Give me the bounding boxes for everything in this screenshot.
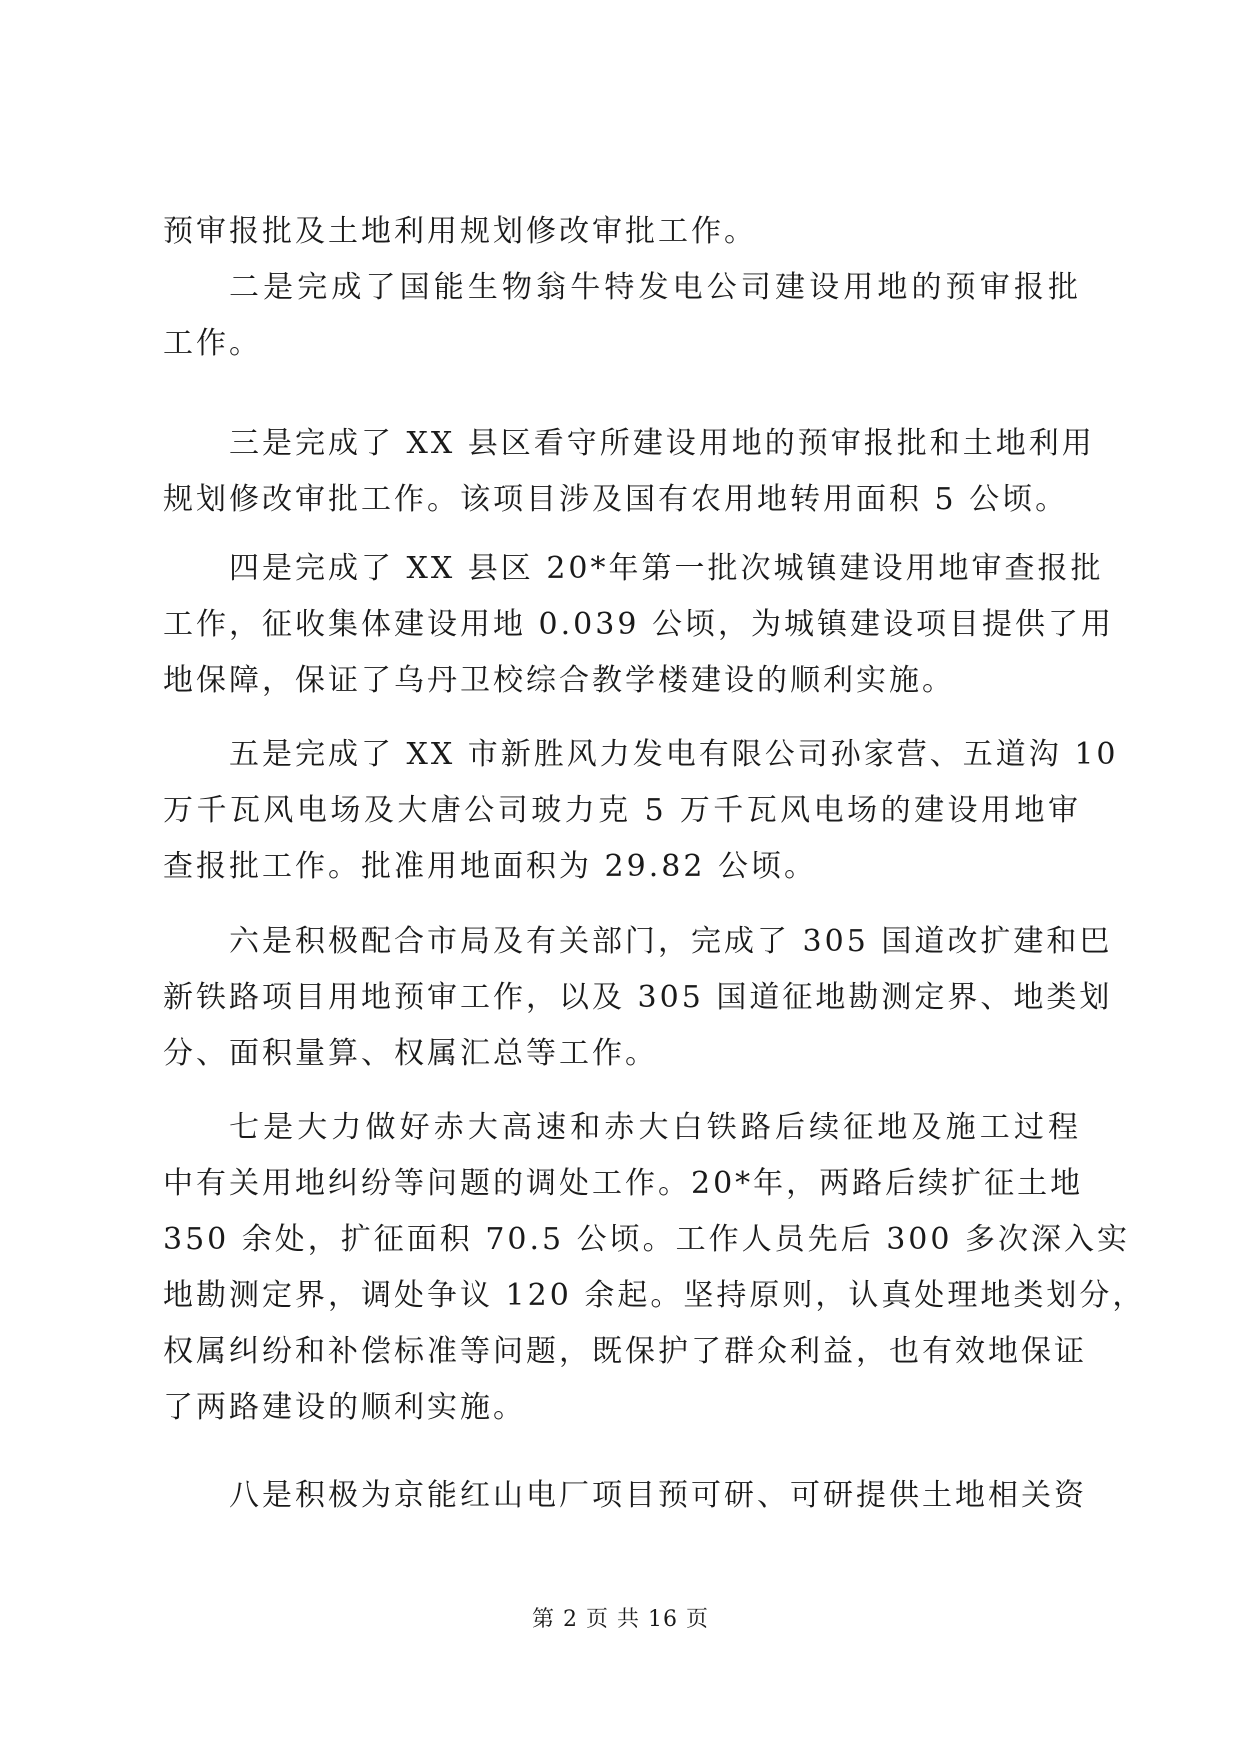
text-line: 地勘测定界，调处争议 120 余起。坚持原则，认真处理地类划分，	[163, 1278, 1146, 1313]
text-line: 350 余处，扩征面积 70.5 公顷。工作人员先后 300 多次深入实	[163, 1222, 1130, 1257]
text-line: 二是完成了国能生物翁牛特发电公司建设用地的预审报批	[229, 270, 1081, 305]
text-line: 规划修改审批工作。该项目涉及国有农用地转用面积 5 公顷。	[163, 482, 1069, 517]
text-line: 新铁路项目用地预审工作，以及 305 国道征地勘测定界、地类划	[163, 980, 1113, 1015]
text-line: 了两路建设的顺利实施。	[163, 1390, 526, 1425]
text-line: 四是完成了 XX 县区 20*年第一批次城镇建设用地审查报批	[229, 551, 1104, 586]
text-line: 分、面积量算、权属汇总等工作。	[163, 1036, 658, 1071]
text-line: 预审报批及土地利用规划修改审批工作。	[163, 214, 757, 249]
text-line: 三是完成了 XX 县区看守所建设用地的预审报批和土地利用	[229, 426, 1095, 461]
text-line: 六是积极配合市局及有关部门，完成了 305 国道改扩建和巴	[229, 924, 1113, 959]
page-number-footer: 第 2 页 共 16 页	[532, 1607, 709, 1632]
text-line: 万千瓦风电场及大唐公司玻力克 5 万千瓦风电场的建设用地审	[163, 793, 1081, 828]
text-line: 五是完成了 XX 市新胜风力发电有限公司孙家营、五道沟 10	[229, 737, 1119, 772]
text-line: 查报批工作。批准用地面积为 29.82 公顷。	[163, 849, 817, 884]
text-line: 中有关用地纠纷等问题的调处工作。20*年，两路后续扩征土地	[163, 1166, 1084, 1201]
text-line: 权属纠纷和补偿标准等问题，既保护了群众利益，也有效地保证	[163, 1334, 1087, 1369]
text-line: 八是积极为京能红山电厂项目预可研、可研提供土地相关资	[229, 1478, 1087, 1513]
text-line: 工作。	[163, 326, 262, 361]
text-line: 工作，征收集体建设用地 0.039 公顷，为城镇建设项目提供了用	[163, 607, 1114, 642]
text-line: 七是大力做好赤大高速和赤大白铁路后续征地及施工过程	[229, 1110, 1081, 1145]
text-line: 地保障，保证了乌丹卫校综合教学楼建设的顺利实施。	[163, 663, 955, 698]
